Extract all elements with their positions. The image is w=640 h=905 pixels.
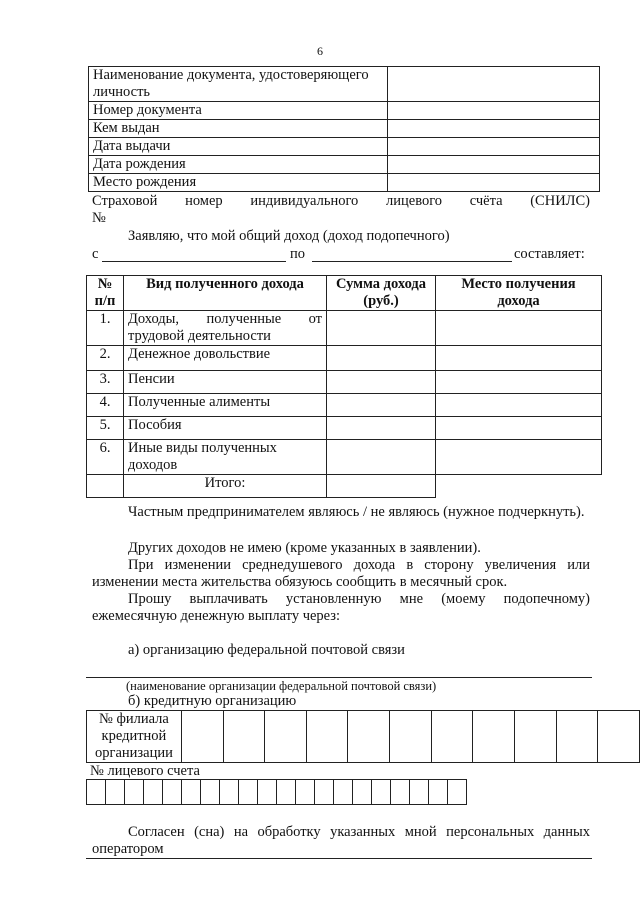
period-from-label: с bbox=[92, 246, 99, 262]
branch-digit-cell[interactable] bbox=[598, 711, 640, 763]
branch-digit-cell[interactable] bbox=[348, 711, 390, 763]
row-type: Денежное довольствие bbox=[124, 346, 327, 371]
postal-org-caption: (наименование организации федеральной почтовой связи) bbox=[126, 679, 437, 693]
branch-digit-cell[interactable] bbox=[265, 711, 307, 763]
col-sum-header: Сумма дохода (руб.) bbox=[327, 276, 436, 311]
account-digit-cell[interactable] bbox=[182, 780, 201, 805]
doc-name-label: Наименование документа, удостоверяющего личность bbox=[89, 67, 388, 102]
row-place-field[interactable] bbox=[436, 371, 602, 394]
table-row bbox=[87, 311, 602, 346]
account-digit-cell[interactable] bbox=[353, 780, 372, 805]
period-to-label: по bbox=[290, 246, 306, 262]
branch-digit-cell[interactable] bbox=[223, 711, 265, 763]
account-digit-cell[interactable] bbox=[125, 780, 144, 805]
consent-paragraph: Согласен (сна) на обработку указанных мной персональных данных оператором bbox=[92, 824, 590, 857]
branch-number-table bbox=[86, 710, 640, 763]
no-other-income-paragraph: Других доходов не имею (кроме указанных в заявлении). bbox=[128, 540, 481, 556]
total-sum-field[interactable] bbox=[327, 475, 436, 498]
birth-date-label: Дата рождения bbox=[89, 156, 388, 174]
row-sum-field[interactable] bbox=[327, 346, 436, 371]
row-sum-field[interactable] bbox=[327, 394, 436, 417]
row-sum-field[interactable] bbox=[327, 417, 436, 440]
row-num: 6. bbox=[87, 440, 124, 475]
row-num: 3. bbox=[87, 371, 124, 394]
row-place-field[interactable] bbox=[436, 417, 602, 440]
issued-by-field[interactable] bbox=[388, 120, 600, 138]
table-row bbox=[87, 346, 602, 371]
account-digit-cell[interactable] bbox=[334, 780, 353, 805]
account-digit-cell[interactable] bbox=[391, 780, 410, 805]
table-row bbox=[89, 67, 600, 102]
row-num: 1. bbox=[87, 311, 124, 346]
account-digit-cell[interactable] bbox=[410, 780, 429, 805]
account-digit-cell[interactable] bbox=[163, 780, 182, 805]
page-number: 6 bbox=[317, 44, 323, 58]
table-row bbox=[87, 780, 467, 805]
branch-label: № филиала кредитной организации bbox=[87, 711, 182, 763]
branch-digit-cell[interactable] bbox=[473, 711, 515, 763]
row-type: Пособия bbox=[124, 417, 327, 440]
account-number-label: № лицевого счета bbox=[90, 763, 200, 779]
snils-label: Страховой номер индивидуального лицевого счёта (СНИЛС) bbox=[92, 193, 590, 209]
account-digit-cell[interactable] bbox=[372, 780, 391, 805]
row-num: 4. bbox=[87, 394, 124, 417]
account-digit-cell[interactable] bbox=[429, 780, 448, 805]
account-digit-cell[interactable] bbox=[144, 780, 163, 805]
account-digit-cell[interactable] bbox=[258, 780, 277, 805]
row-type-text: Доходы, полученные от трудовой деятельности bbox=[128, 311, 322, 344]
branch-digit-cell[interactable] bbox=[306, 711, 348, 763]
doc-name-field[interactable] bbox=[388, 67, 600, 102]
row-type bbox=[124, 311, 327, 346]
table-row bbox=[87, 440, 602, 475]
request-paragraph: Прошу выплачивать установленную мне (моему подопечному) ежемесячную денежную выплату через: bbox=[92, 591, 590, 624]
total-empty-cell bbox=[436, 475, 602, 498]
account-digit-cell[interactable] bbox=[239, 780, 258, 805]
table-row bbox=[89, 102, 600, 120]
doc-number-field[interactable] bbox=[388, 102, 600, 120]
identity-table bbox=[88, 66, 600, 192]
col-place-header: Место получения дохода bbox=[436, 276, 602, 311]
table-row bbox=[89, 156, 600, 174]
table-row bbox=[87, 371, 602, 394]
account-digit-cell[interactable] bbox=[106, 780, 125, 805]
consent-line[interactable] bbox=[86, 858, 592, 859]
account-digit-cell[interactable] bbox=[201, 780, 220, 805]
period-from-field[interactable] bbox=[102, 261, 286, 262]
row-sum-field[interactable] bbox=[327, 440, 436, 475]
income-statement-text: Заявляю, что мой общий доход (доход подопечного) bbox=[128, 228, 450, 244]
account-digit-cell[interactable] bbox=[277, 780, 296, 805]
row-place-field[interactable] bbox=[436, 311, 602, 346]
issue-date-field[interactable] bbox=[388, 138, 600, 156]
row-num: 5. bbox=[87, 417, 124, 440]
account-digit-cell[interactable] bbox=[87, 780, 106, 805]
issue-date-label: Дата выдачи bbox=[89, 138, 388, 156]
account-digit-cell[interactable] bbox=[315, 780, 334, 805]
col-type-header: Вид полученного дохода bbox=[124, 276, 327, 311]
birth-date-field[interactable] bbox=[388, 156, 600, 174]
row-type: Иные виды полученных доходов bbox=[124, 440, 327, 475]
branch-digit-cell[interactable] bbox=[181, 711, 223, 763]
birth-place-label: Место рождения bbox=[89, 174, 388, 192]
amounts-label: составляет: bbox=[514, 246, 585, 262]
option-a-label: а) организацию федеральной почтовой связи bbox=[128, 642, 405, 658]
snils-line bbox=[92, 193, 590, 227]
doc-number-label: Номер документа bbox=[89, 102, 388, 120]
row-sum-field[interactable] bbox=[327, 311, 436, 346]
row-sum-field[interactable] bbox=[327, 371, 436, 394]
branch-digit-cell[interactable] bbox=[390, 711, 432, 763]
row-place-field[interactable] bbox=[436, 394, 602, 417]
account-number-table bbox=[86, 779, 467, 805]
snils-number-label: № bbox=[92, 210, 106, 226]
postal-org-field[interactable] bbox=[86, 677, 592, 678]
table-row bbox=[87, 417, 602, 440]
row-num: 2. bbox=[87, 346, 124, 371]
account-digit-cell[interactable] bbox=[448, 780, 467, 805]
table-total-row bbox=[87, 475, 602, 498]
branch-digit-cell[interactable] bbox=[514, 711, 556, 763]
table-header-row bbox=[87, 276, 602, 311]
table-row bbox=[87, 711, 640, 763]
income-table bbox=[86, 275, 602, 498]
table-row bbox=[89, 174, 600, 192]
branch-digit-cell[interactable] bbox=[556, 711, 598, 763]
period-to-field[interactable] bbox=[312, 261, 512, 262]
branch-digit-cell[interactable] bbox=[431, 711, 473, 763]
table-row bbox=[89, 138, 600, 156]
row-type: Пенсии bbox=[124, 371, 327, 394]
option-b-label: б) кредитную организацию bbox=[128, 693, 297, 709]
row-type: Полученные алименты bbox=[124, 394, 327, 417]
row-place-field[interactable] bbox=[436, 346, 602, 371]
total-num-cell bbox=[87, 475, 124, 498]
account-digit-cell[interactable] bbox=[220, 780, 239, 805]
entrepreneur-paragraph: Частным предпринимателем являюсь / не являюсь (нужное подчеркнуть). bbox=[128, 504, 585, 520]
account-digit-cell[interactable] bbox=[296, 780, 315, 805]
table-row bbox=[87, 394, 602, 417]
col-num-header: № п/п bbox=[87, 276, 124, 311]
birth-place-field[interactable] bbox=[388, 174, 600, 192]
table-row bbox=[89, 120, 600, 138]
notify-paragraph: При изменении среднедушевого дохода в сторону увеличения или изменении места жительства обязуюсь сообщить в месячный срок. bbox=[92, 557, 590, 590]
issued-by-label: Кем выдан bbox=[89, 120, 388, 138]
total-label: Итого: bbox=[124, 475, 327, 498]
row-place-field[interactable] bbox=[436, 440, 602, 475]
